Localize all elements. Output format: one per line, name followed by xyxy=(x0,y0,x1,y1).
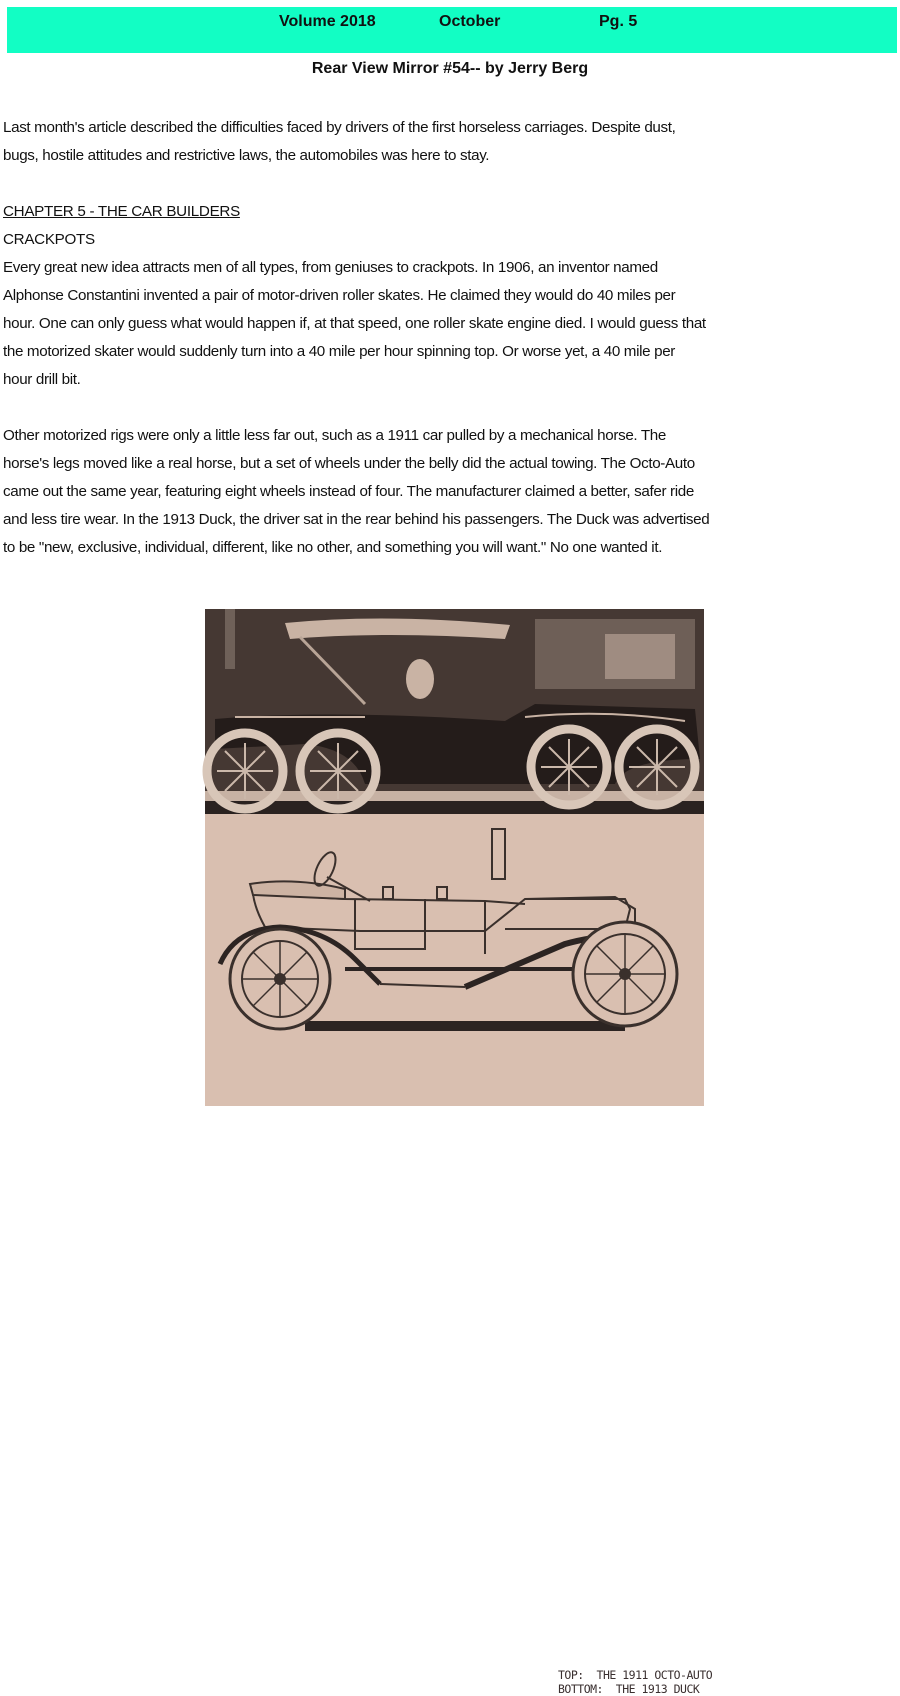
text-line: to be "new, exclusive, individual, different, like no other, and something you will want." No one wanted it. xyxy=(3,539,663,556)
photo-caption xyxy=(558,1668,712,1696)
text-line: horse's legs moved like a real horse, but a set of wheels under the belly did the actual towing. The Octo-Auto xyxy=(3,455,695,472)
text-line: Every great new idea attracts men of all types, from geniuses to crackpots. In 1906, an inventor named xyxy=(3,259,658,276)
paragraph-crackpots xyxy=(3,254,898,394)
duck-car-image xyxy=(220,829,677,1031)
caption-line-bottom: BOTTOM: THE 1913 DUCK xyxy=(558,1682,700,1696)
intro-paragraph xyxy=(3,114,898,170)
car-illustration xyxy=(205,609,704,1106)
text-line: hour. One can only guess what would happen if, at that speed, one roller skate engine died. I would guess that xyxy=(3,315,706,332)
header-page-number: Pg. 5 xyxy=(599,13,638,30)
text-line: bugs, hostile attitudes and restrictive laws, the automobiles was here to stay. xyxy=(3,147,490,164)
vintage-car-photo xyxy=(205,609,713,1696)
text-line: Last month's article described the difficulties faced by drivers of the first horseless carriages. Despite dust, xyxy=(3,119,676,136)
header-volume: Volume 2018 xyxy=(279,13,376,30)
text-line: came out the same year, featuring eight wheels instead of four. The manufacturer claimed a better, safer ride xyxy=(3,483,694,500)
text-line: the motorized skater would suddenly turn into a 40 mile per hour spinning top. Or worse yet, a 40 mile per xyxy=(3,343,676,360)
text-line: and less tire wear. In the 1913 Duck, the driver sat in the rear behind his passengers. The Duck was advertised xyxy=(3,511,710,528)
article-title: Rear View Mirror #54-- by Jerry Berg xyxy=(311,60,589,77)
paragraph-motorized-rigs xyxy=(3,422,898,562)
text-line: hour drill bit. xyxy=(3,371,81,388)
header-month: October xyxy=(439,13,501,30)
section-heading: CRACKPOTS xyxy=(3,231,95,248)
text-line: Other motorized rigs were only a little less far out, such as a 1911 car pulled by a mechanical horse. The xyxy=(3,427,667,444)
newsletter-header-bar xyxy=(7,7,897,53)
text-line: Alphonse Constantini invented a pair of motor-driven roller skates. He claimed they would do 40 miles per xyxy=(3,287,676,304)
octo-auto-image xyxy=(205,609,704,814)
caption-line-top: TOP: THE 1911 OCTO-AUTO xyxy=(558,1668,713,1682)
chapter-heading: CHAPTER 5 - THE CAR BUILDERS xyxy=(3,203,240,220)
